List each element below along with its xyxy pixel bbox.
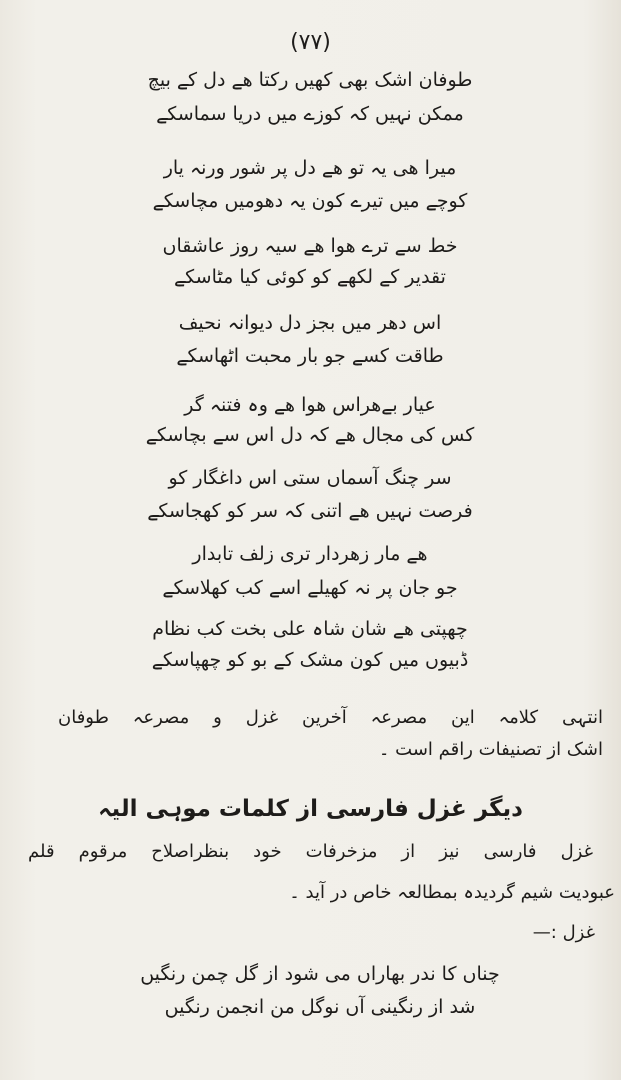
verse-line: سر چنگ آسماں ستی اس داغگار کو [168,467,452,489]
verse-line: اس دھر میں بجز دل دیوانہ نحیف [178,312,442,334]
verse-line: فرصت نہیں ھے اتنی کہ سر کو کھجاسکے [147,500,473,522]
page-number: (۷۷) [290,30,331,55]
verse-line: عیار بےھراس ھوا ھے وہ فتنہ گر [184,394,436,416]
closing-note-line: انتہی کلامہ این مصرعہ آخرین غزل و مصرعہ طوفان [58,707,603,728]
verse-line: خط سے ترے ھوا ھے سیہ روز عاشقاں [162,235,458,257]
verse-line: ممکن نہیں کہ کوزے میں دریا سماسکے [156,103,464,125]
closing-note-line: اشک از تصنیفات راقم است ۔ [378,739,603,760]
intro-line: غزل فارسی نیز از مزخرفات خود بنظراصلاح مرقوم قلم [28,841,593,862]
verse-line: طاقت کسے جو بار محبت اٹھاسکے [176,345,444,367]
section-heading: دیگر غزل فارسی از کلمات موہی الیہ [98,796,523,822]
ghazal-verse: شد از رنگینی آں نوگل من انجمن رنگیں [164,996,476,1018]
verse-line: جو جان پر نہ کھیلے اسے کب کھلاسکے [162,577,458,599]
ghazal-verse: چناں کا ندر بھاراں می شود از گل چمن رنگیں [140,963,500,985]
ghazal-label: غزل :— [532,922,595,943]
verse-line: کوچے میں تیرے کون یہ دھومیں مچاسکے [152,190,468,212]
verse-line: طوفان اشک بھی کھیں رکتا ھے دل کے بیچ [147,69,473,91]
verse-line: ھے مار زھردار تری زلف تابدار [192,543,428,565]
verse-line: تقدیر کے لکھے کو کوئی کیا مٹاسکے [174,266,446,288]
verse-line: میرا ھی یہ تو ھے دل پر شور ورنہ یار [163,157,457,179]
intro-line: عبودیت شیم گردیدہ بمطالعہ خاص در آید ۔ [289,882,615,903]
verse-line: ڈبیوں میں کون مشک کے بو کو چھپاسکے [151,649,469,671]
verse-line: چھپتی ھے شان شاہ علی بخت کب نظام [152,618,468,640]
verse-line: کس کی مجال ھے کہ دل اس سے بچاسکے [145,424,475,446]
